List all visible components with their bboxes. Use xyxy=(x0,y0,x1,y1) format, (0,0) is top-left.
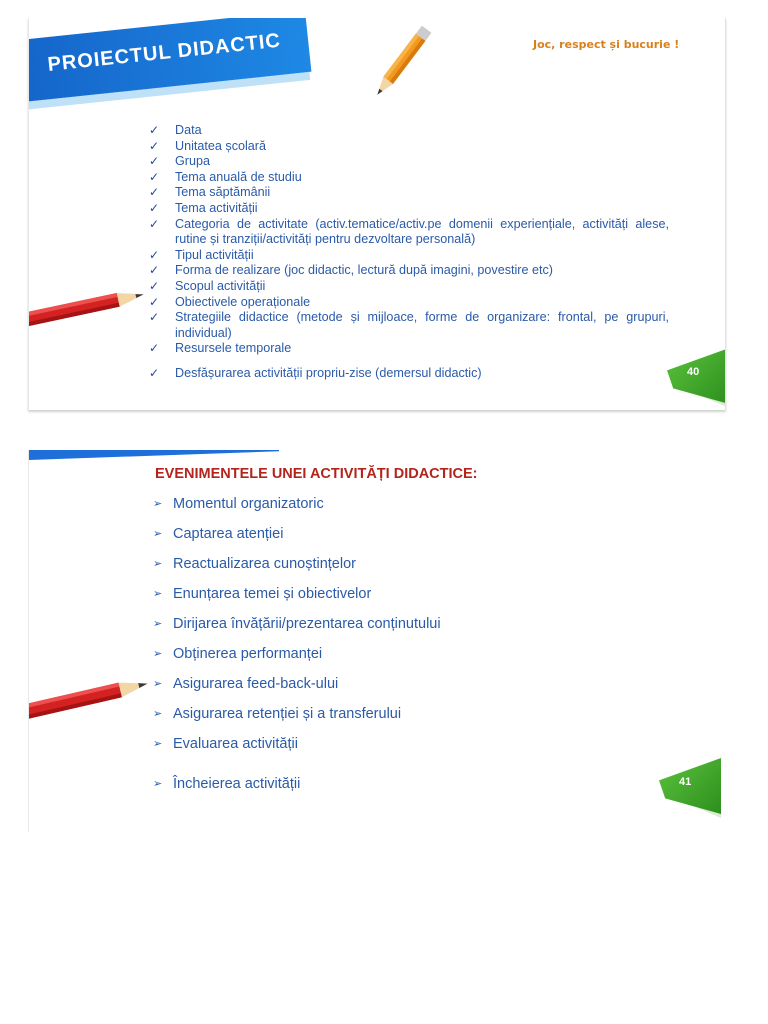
list-item: ✓ Tema activității xyxy=(149,200,258,215)
check-icon: ✓ xyxy=(149,310,160,325)
check-icon: ✓ xyxy=(149,247,160,262)
check-icon: ✓ xyxy=(149,278,160,293)
slide-title: PROIECTUL DIDACTIC xyxy=(46,29,282,77)
list-item: ➢ Momentul organizatoric xyxy=(153,492,441,522)
list-item: ✓ Obiectivele operaționale xyxy=(149,294,311,309)
list-item: ➢ Enunțarea temei și obiectivelor xyxy=(153,582,441,612)
check-icon: ✓ xyxy=(149,294,160,309)
arrow-bullet-icon: ➢ xyxy=(153,527,163,540)
arrow-bullet-icon: ➢ xyxy=(153,497,163,510)
arrow-bullet-icon: ➢ xyxy=(153,707,163,720)
check-icon: ✓ xyxy=(149,263,160,278)
check-icon: ✓ xyxy=(149,169,160,184)
check-icon: ✓ xyxy=(149,365,160,380)
list-item: ➢ Obținerea performanței xyxy=(153,642,441,672)
orange-pencil-icon xyxy=(367,18,447,96)
checklist xyxy=(149,123,669,382)
check-icon: ✓ xyxy=(149,154,160,169)
list-item: ✓ Strategiile didactice (metode și mijloace, forme de organizare: frontal, pe grupuri, individual) xyxy=(149,310,669,340)
list-item: ✓ Tema săptămânii xyxy=(149,185,271,200)
page-number-badge xyxy=(659,758,721,814)
list-item: ➢ Reactualizarea cunoștințelor xyxy=(153,552,441,582)
page-number: 41 xyxy=(679,776,692,788)
arrow-bullet-icon: ➢ xyxy=(153,617,163,630)
arrow-bullet-icon: ➢ xyxy=(153,737,163,750)
check-icon: ✓ xyxy=(149,216,160,231)
check-icon: ✓ xyxy=(149,200,160,215)
arrow-bullet-icon: ➢ xyxy=(153,587,163,600)
red-pencil-icon xyxy=(29,664,164,728)
slide-evenimentele xyxy=(28,450,725,832)
list-item: ✓ Data xyxy=(149,123,202,137)
page-number: 40 xyxy=(687,366,700,378)
list-item: ✓ Tema anuală de studiu xyxy=(149,169,302,184)
list-item: ✓ Forma de realizare (joc didactic, lectură după imagini, povestire etc) xyxy=(149,263,553,278)
list-item: ✓ Unitatea școlară xyxy=(149,138,267,153)
list-item: ➢ Captarea atenției xyxy=(153,522,441,552)
list-item: ➢ Asigurarea retenției și a transferului xyxy=(153,702,441,732)
page-number-badge xyxy=(667,348,726,404)
events-list xyxy=(153,492,441,802)
arrow-bullet-icon: ➢ xyxy=(153,557,163,570)
top-stripe xyxy=(29,450,279,460)
list-item: ✓ Grupa xyxy=(149,154,211,169)
arrow-bullet-icon: ➢ xyxy=(153,647,163,660)
arrow-bullet-icon: ➢ xyxy=(153,777,163,790)
list-item: ➢ Evaluarea activității xyxy=(153,732,441,762)
slide-title: EVENIMENTELE UNEI ACTIVITĂȚI DIDACTICE: xyxy=(155,466,478,482)
list-item: ➢ Dirijarea învățării/prezentarea conținutului xyxy=(153,612,441,642)
check-icon: ✓ xyxy=(149,341,160,356)
red-pencil-icon xyxy=(29,276,159,336)
arrow-bullet-icon: ➢ xyxy=(153,677,163,690)
slide-proiectul-didactic xyxy=(28,18,726,410)
list-item: ✓ Tipul activității xyxy=(149,247,254,262)
list-item: ✓ Desfășurarea activității propriu-zise (demersul didactic) xyxy=(149,365,482,380)
check-icon: ✓ xyxy=(149,138,160,153)
check-icon: ✓ xyxy=(149,185,160,200)
list-item: ✓ Categoria de activitate (activ.tematice/activ.pe domenii experiențiale, activități alese, rutine și tranziții/activități pentru dezvoltare personală) xyxy=(149,216,669,247)
tagline: Joc, respect și bucurie ! xyxy=(533,38,680,51)
list-item: ➢ Încheierea activității xyxy=(153,772,441,802)
list-item: ➢ Asigurarea feed-back-ului xyxy=(153,672,441,702)
list-item: ✓ Resursele temporale xyxy=(149,341,292,356)
check-icon: ✓ xyxy=(149,123,160,137)
list-item: ✓ Scopul activității xyxy=(149,278,266,293)
